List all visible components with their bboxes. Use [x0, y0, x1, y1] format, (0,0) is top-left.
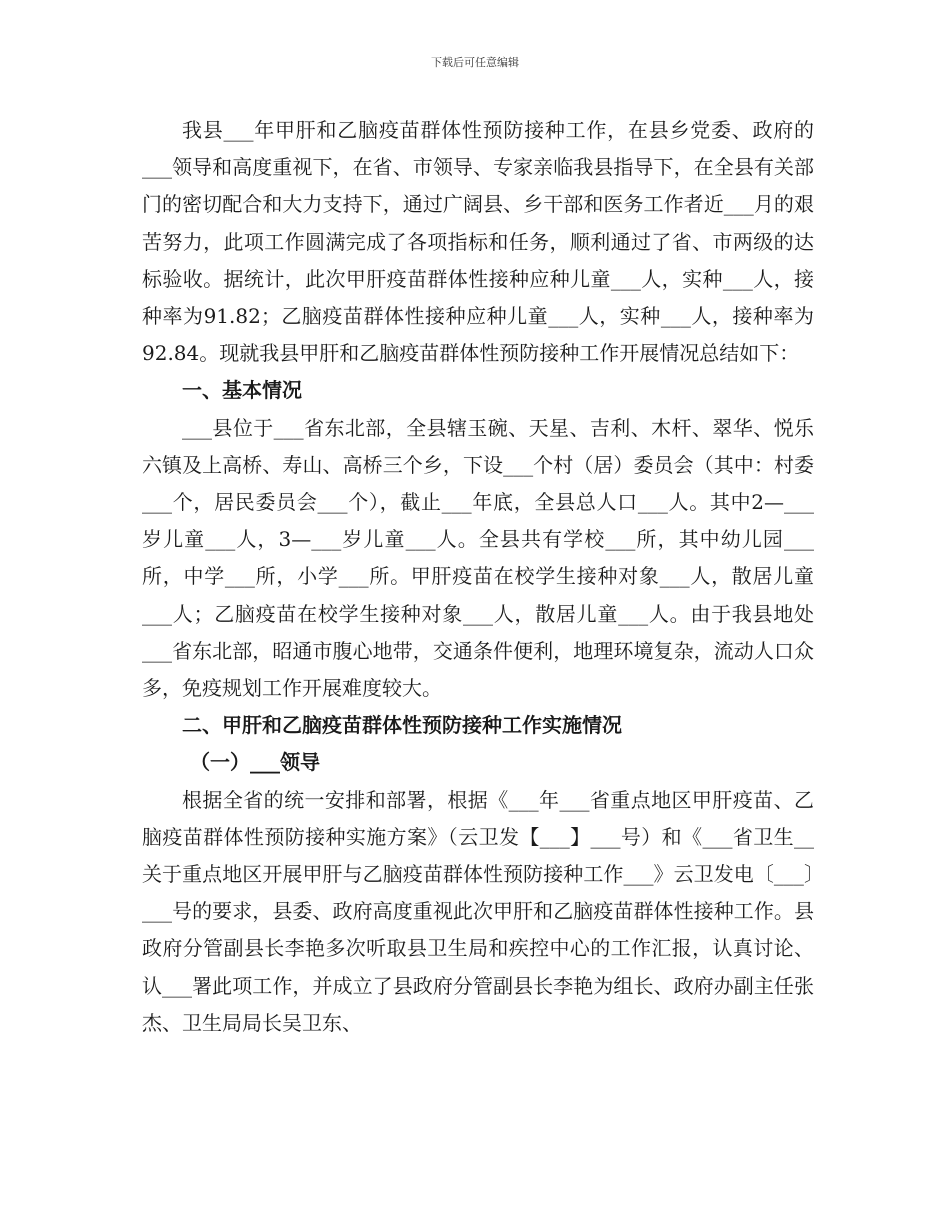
page-header: 下载后可任意编辑: [431, 56, 519, 69]
leadership-paragraph: 根据全省的统一安排和部署，根据《___年___省重点地区甲肝疫苗、乙脑疫苗群体性预防接种实施方案》（云卫发【___】___号）和《___省卫生__关于重点地区开展甲肝与乙脑疫苗群体性预防接种工作___》云卫发电〔___〕___号的要求，县委、政府高度重视此次甲肝和乙脑疫苗群体性接种工作。县政府分管副县长李艳多次听取县卫生局和疾控中心的工作汇报，认真讨论、认___署此项工作，并成立了县政府分管副县长李艳为组长、政府办副主任张杰、卫生局局长吴卫东、: [142, 787, 814, 1035]
subsection-heading-leadership: （一）___领导: [190, 750, 320, 775]
intro-paragraph: 我县___年甲肝和乙脑疫苗群体性预防接种工作，在县乡党委、政府的___领导和高度重视下，在省、市领导、专家亲临我县指导下，在全县有关部门的密切配合和大力支持下，通过广阔县、乡干部和医务工作者近___月的艰苦努力，此项工作圆满完成了各项指标和任务，顺利通过了省、市两级的达标验收。据统计，此次甲肝疫苗群体性接种应种儿童___人，实种___人，接种率为91.82；乙脑疫苗群体性接种应种儿童___人，实种___人，接种率为92.84。现就我县甲肝和乙脑疫苗群体性预防接种工作开展情况总结如下：: [142, 118, 814, 366]
basic-info-paragraph: ___县位于___省东北部，全县辖玉碗、天星、吉利、木杆、翠华、悦乐六镇及上高桥、寿山、高桥三个乡，下设___个村（居）委员会（其中：村委___个，居民委员会___个），截止___年底，全县总人口___人。其中2—___岁儿童___人，3—___岁儿童___人。全县共有学校___所，其中幼儿园___所，中学___所，小学___所。甲肝疫苗在校学生接种对象___人，散居儿童___人；乙脑疫苗在校学生接种对象___人，散居儿童___人。由于我县地处___省东北部，昭通市腹心地带，交通条件便利，地理环境复杂，流动人口众多，免疫规划工作开展难度较大。: [142, 415, 814, 701]
document-body: [142, 112, 814, 1042]
section-heading-implementation: 二、甲肝和乙脑疫苗群体性预防接种工作实施情况: [182, 713, 622, 738]
section-heading-basic-info: 一、基本情况: [182, 378, 302, 403]
